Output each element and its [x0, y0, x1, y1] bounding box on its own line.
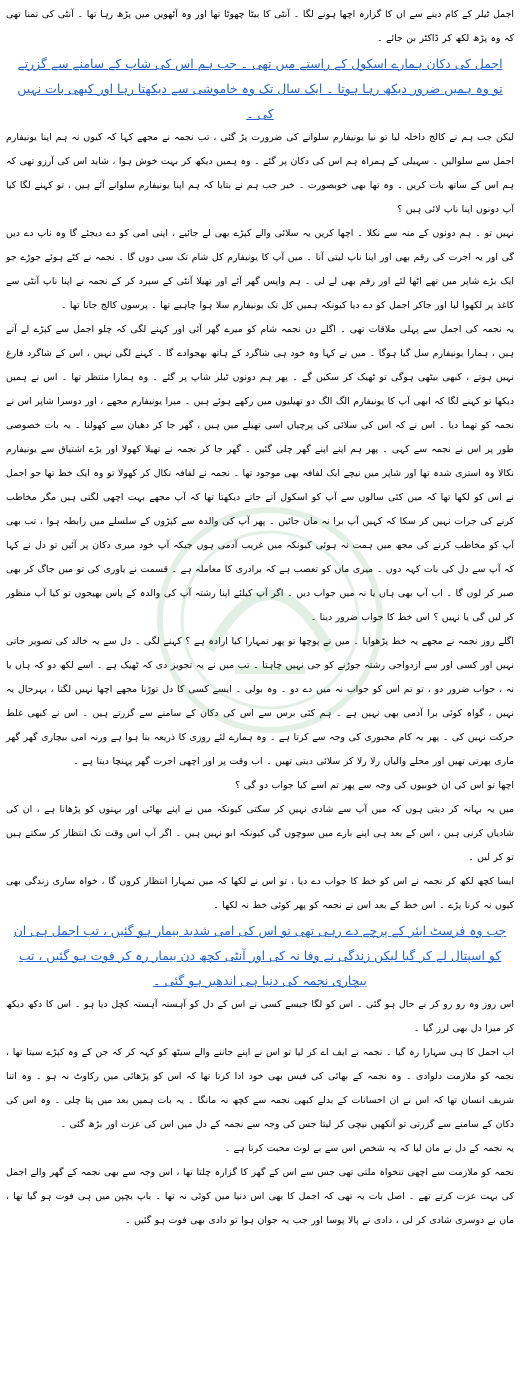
paragraph-2: لیکن جب ہم نے کالج داخلہ لیا تو نیا یونیفارم سلوانے کی ضرورت پڑ گئی ، تب نجمہ نے مجھے کہا کہ کیوں نہ ہم اپنا یونیفارم اجمل سے سلوالیں ۔ سہیلی کے ہمراہ ہم اس کی دکان پر گئے ۔ وہ ہمیں دیکھ کر بہت خوش ہوا ، شاید اس کی آرزو تھی کہ ہم اس کے ساتھ بات کریں ۔ وہ تھا بھی خوبصورت ۔ خیر جب ہم نے بتایا کہ ہم اپنا یونیفارم سلوانے آئے ہیں ، تو کہنے لگا کیا آپ دونوں اپنا ناپ لائی ہیں ؟: [6, 132, 514, 215]
paragraph-7: میں یہ بہانہ کر دیتی ہوں کہ میں آپ سے شادی نہیں کر سکتی کیونکہ میں نے اپنے بھائی اور بہنوں کو پڑھانا ہے ، ان کی شادیاں کرنی ہیں ، اس کے بعد ہی اپنے بارے میں سوچوں گی کیونکہ ابو نہیں ہیں ۔ اگر آپ اس وقت تک انتظار کر سکتے ہیں تو کر لیں ۔: [6, 804, 514, 863]
paragraph-5: اگلے روز نجمہ نے مجھے یہ خط پڑھوایا ۔ میں نے پوچھا تو پھر تمہارا کیا ارادہ ہے ؟ کہنے لگی ۔ دل سے یہ خالد کی تصویر جاتی نہیں اور کسی اور سے ازدواجی رشتہ جوڑنے کو جی نہیں چاہتا ۔ تب میں نے یہ تجویز دی کہ ٹھیک ہے ۔ اسے لکھ دو کہ ہاں یا نہ ، جواب ضرور دو ، تو تم اس کو جواب نہ میں دے دو ۔ وہ بولی ۔ ایسے کسی کا دل توڑنا مجھے اچھا نہیں لگتا ، بہرحال یہ نہیں ، گواہ کوئی برا آدمی بھی نہیں ہے ۔ ہم کئی برس سے اس کی دکان کے سامنے سے گزرتے ہیں ۔ اس نے کبھی غلط حرکت نہیں کی ۔ پھر یہ کام مجبوری کی وجہ سے کرتا ہے ۔ وہ ہمارے لئے روزی کا ذریعہ بنا ہوا ہے ورنہ امی بیچاری گھر گھر ماری پھرتی تھیں اور محلے والیاں رلا رلا کر سلائی دیتی تھیں ۔ اب وقت پر اور اچھی اجرت گھر پہنچا دیتا ہے ۔: [6, 636, 514, 767]
paragraph-4: یہ نجمہ کی اجمل سے پہلی ملاقات تھی ۔ اگلے دن نجمہ شام کو میرے گھر آئی اور کہنے لگی کہ چلو اجمل سے کپڑے لے آتے ہیں ، ہمارا یونیفارم سل گیا ہوگا ۔ میں نے کہا وہ خود ہی شاگرد کے ہاتھ بھجوادے گا ۔ کہنے لگی نہیں ، اس کے شاگرد فارغ نہیں ہوتے ، کبھی بیٹھی ہوگی تو ٹھیک کر سکیں گے ۔ پھر ہم دونوں ٹیلر شاپ پر گئے ۔ وہ ہمارا منتظر تھا ۔ اس نے ہمیں دیکھا تو کہنے لگا کہ ابھی آپ کا یونیفارم الگ الگ دو تھیلیوں میں رکھے ہوئے ہیں ۔ میرا یونیفارم مجھے ، اور دوسرا شاپر اس نے نجمہ کو تھما دیا ۔ اس نے کہ اس کی سلائی کی پرچیاں اسی تھیلے میں ہیں ، گھر جا کر دھیان سے کھولنا ۔ یہ بات خصوصی طور پر اس نے نجمہ سے کہی ۔ پھر ہم اپنے اپنے گھر چلی گئیں ۔ گھر جا کر نجمہ نے تھیلا کھولا اور بڑے اشتیاق سے یونیفارم نکالا وہ استری شدہ تھا اور شاپر میں نیچے ایک لفافہ بھی موجود تھا ۔ نجمہ نے لفافہ نکال کر کھولا تو وہ ایک خط تھا جو اجمل نے اس کو لکھا تھا کہ میں کئی سالوں سے آپ کو اسکول آتے جاتے دیکھتا تھا کہ آپ مجھے بہت اچھی لگتی ہیں مگر مخاطب کرنے کی جرات نہیں کر سکا کہ کہیں آپ برا نہ مان جائیں ۔ پھر آپ کی والدہ سے کپڑوں کے سلسلے میں رابطہ ہوا ، تب بھی آپ کو مخاطب کرنے کی مجھ میں ہمت نہ ہوئی کیونکہ میں غریب آدمی ہوں جبکہ آپ خود میری دکان پر آئیں تو دل نے کہا کہ آپ سے دل کی بات کہہ دوں ۔ میری ماں کو تعصب ہے کہ برادری کا معاملہ ہے ۔ قسمت نے یاوری کی تو میں جاگ کر بھی صبر کر لوں گا ۔ اب آپ بھی ہاں یا نہ میں جواب دیں ۔ اگر آپ کیلئے اپنا رشتہ آپ کی والدہ کے پاس بھیجوں تو کیا آپ منظور کر لیں گی یا نہیں ؟ اس خط کا جواب ضرور دینا ۔: [6, 324, 514, 623]
paragraph-6: اچھا تو اس کی ان خوبیوں کی وجہ سے پھر تم اسے کیا جواب دو گی ؟: [235, 780, 514, 791]
paragraph-9: اس روز وہ رو رو کر بے حال ہو گئی ۔ اس کو لگا جیسے کسی نے اس کے دل کو آہستہ آہستہ کچل دیا ہو ۔ اس کا دکھ دیکھ کر میرا دل بھی لرز گیا ۔: [6, 999, 514, 1034]
highlight-quote-2: جب وہ فرسٹ ایئر کے پرچے دے رہی تھی تو اس کی امی شدید بیمار ہو گئیں ، تب اجمل ہی ان کو اسپتال لے کر گیا لیکن زندگی نے وفا نہ کی اور آنٹی کچھ دن بیمار رہ کر فوت ہو گئیں ، تب بیچاری نجمہ کی دنیا ہی اندھیر ہو گئی ۔: [13, 923, 507, 988]
paragraph-11: یہ نجمہ کے دل نے مان لیا کہ یہ شخص اس سے بے لوث محبت کرتا ہے ۔: [224, 1143, 514, 1154]
paragraph-8: ایسا کچھ لکھ کر نجمہ نے اس کو خط کا جواب دے دیا ، تو اس نے لکھا کہ میں تمہارا انتظار کروں گا ، خواہ ساری زندگی بھی کیوں نہ کرنا پڑے ۔ اس خط کے بعد اس نے نجمہ کو پھر کوئی خط نہ لکھا ۔: [6, 876, 514, 911]
paragraph-10: اب اجمل کا ہی سہارا رہ گیا ۔ نجمہ نے ایف اے کر لیا تو اس نے اپنے جاننے والے سیٹھ کو کہہ کر کہ جن کے وہ کپڑے سیتا تھا ، نجمہ کو ملازمت دلوادی ۔ وہ نجمہ کے بھائی کی فیس بھی خود ادا کرتا تھا کہ اس کو پڑھائی میں رکاوٹ نہ ہو ۔ وہ اتنا شریف انسان تھا کہ اس نے ان احسانات کے بدلے کبھی نجمہ سے کچھ نہ مانگا ۔ یہ بات ہمیں بعد میں پتا چلی ۔ وہ اس کی دکان کے سامنے سے گزرتی تو آنکھیں نیچی کر لیتا جس کی وجہ سے نجمہ کے دل میں اس کی عزت اور بڑھ گئی ۔: [6, 1047, 514, 1130]
paragraph-12: نجمہ کو ملازمت سے اچھی تنخواہ ملتی تھی جس سے اس کے گھر کا گزارہ چلتا تھا ، اس وجہ سے بھی نجمہ کے گھر والے اجمل کی بہت عزت کرتے تھے ۔ اصل بات یہ تھی کہ اجمل کا بھی اس دنیا میں کوئی نہ تھا ۔ باپ بچپن میں ہی فوت ہو گیا تھا ، ماں نے دوسری شادی کر لی ، دادی نے پالا پوسا اور جب یہ جوان ہوا تو دادی بھی فوت ہو گئیں ۔: [6, 1167, 514, 1226]
highlight-quote-1: اجمل کی دکان ہمارے اسکول کے راستے میں تھی ۔ جب ہم اس کی شاپ کے سامنے سے گزرتے تو وہ ہمیں ضرور دیکھ رہا ہوتا ۔ ایک سال تک وہ خاموشی سے دیکھتا رہا اور کبھی بات نہیں کی ۔: [17, 56, 503, 121]
paragraph-1: اجمل ٹیلر کے کام دینے سے ان کا گزارہ اچھا ہونے لگا ۔ آنٹی کا بیٹا چھوٹا تھا اور وہ آٹھویں میں پڑھ رہا تھا ۔ آنٹی کی تمنا تھی کہ وہ پڑھ لکھ کر ڈاکٹر بن جائے ۔: [6, 9, 514, 44]
paragraph-3: نہیں تو ۔ ہم دونوں کے منہ سے نکلا ۔ اچھا کریں یہ سلائی والے کپڑے بھی لے جائیے ، اپنی امی کو دے دیجئے گا وہ ناپ دے دیں گی اور یہ اجرت کی رقم بھی اور اپنا ناپ لیتی آنا ۔ میں آپ کا یونیفارم کل شام تک سی دوں گا ۔ نجمہ نے کٹے ہوئے جوڑے جو ایک بڑے شاپر میں تھے اٹھا لئے اور رقم بھی لے لی ۔ ہم واپس گھر آئے اور تھیلا آنٹی کے سپرد کر کے نجمہ نے اپنا ناپ آنٹی سے کاغذ پر لکھوا لیا اور جاکر اجمل کو دے دیا کیونکہ ہمیں کل تک یونیفارم سلا ہوا چاہیے تھا ۔ پرسوں کالج جانا تھا ۔: [6, 228, 514, 311]
